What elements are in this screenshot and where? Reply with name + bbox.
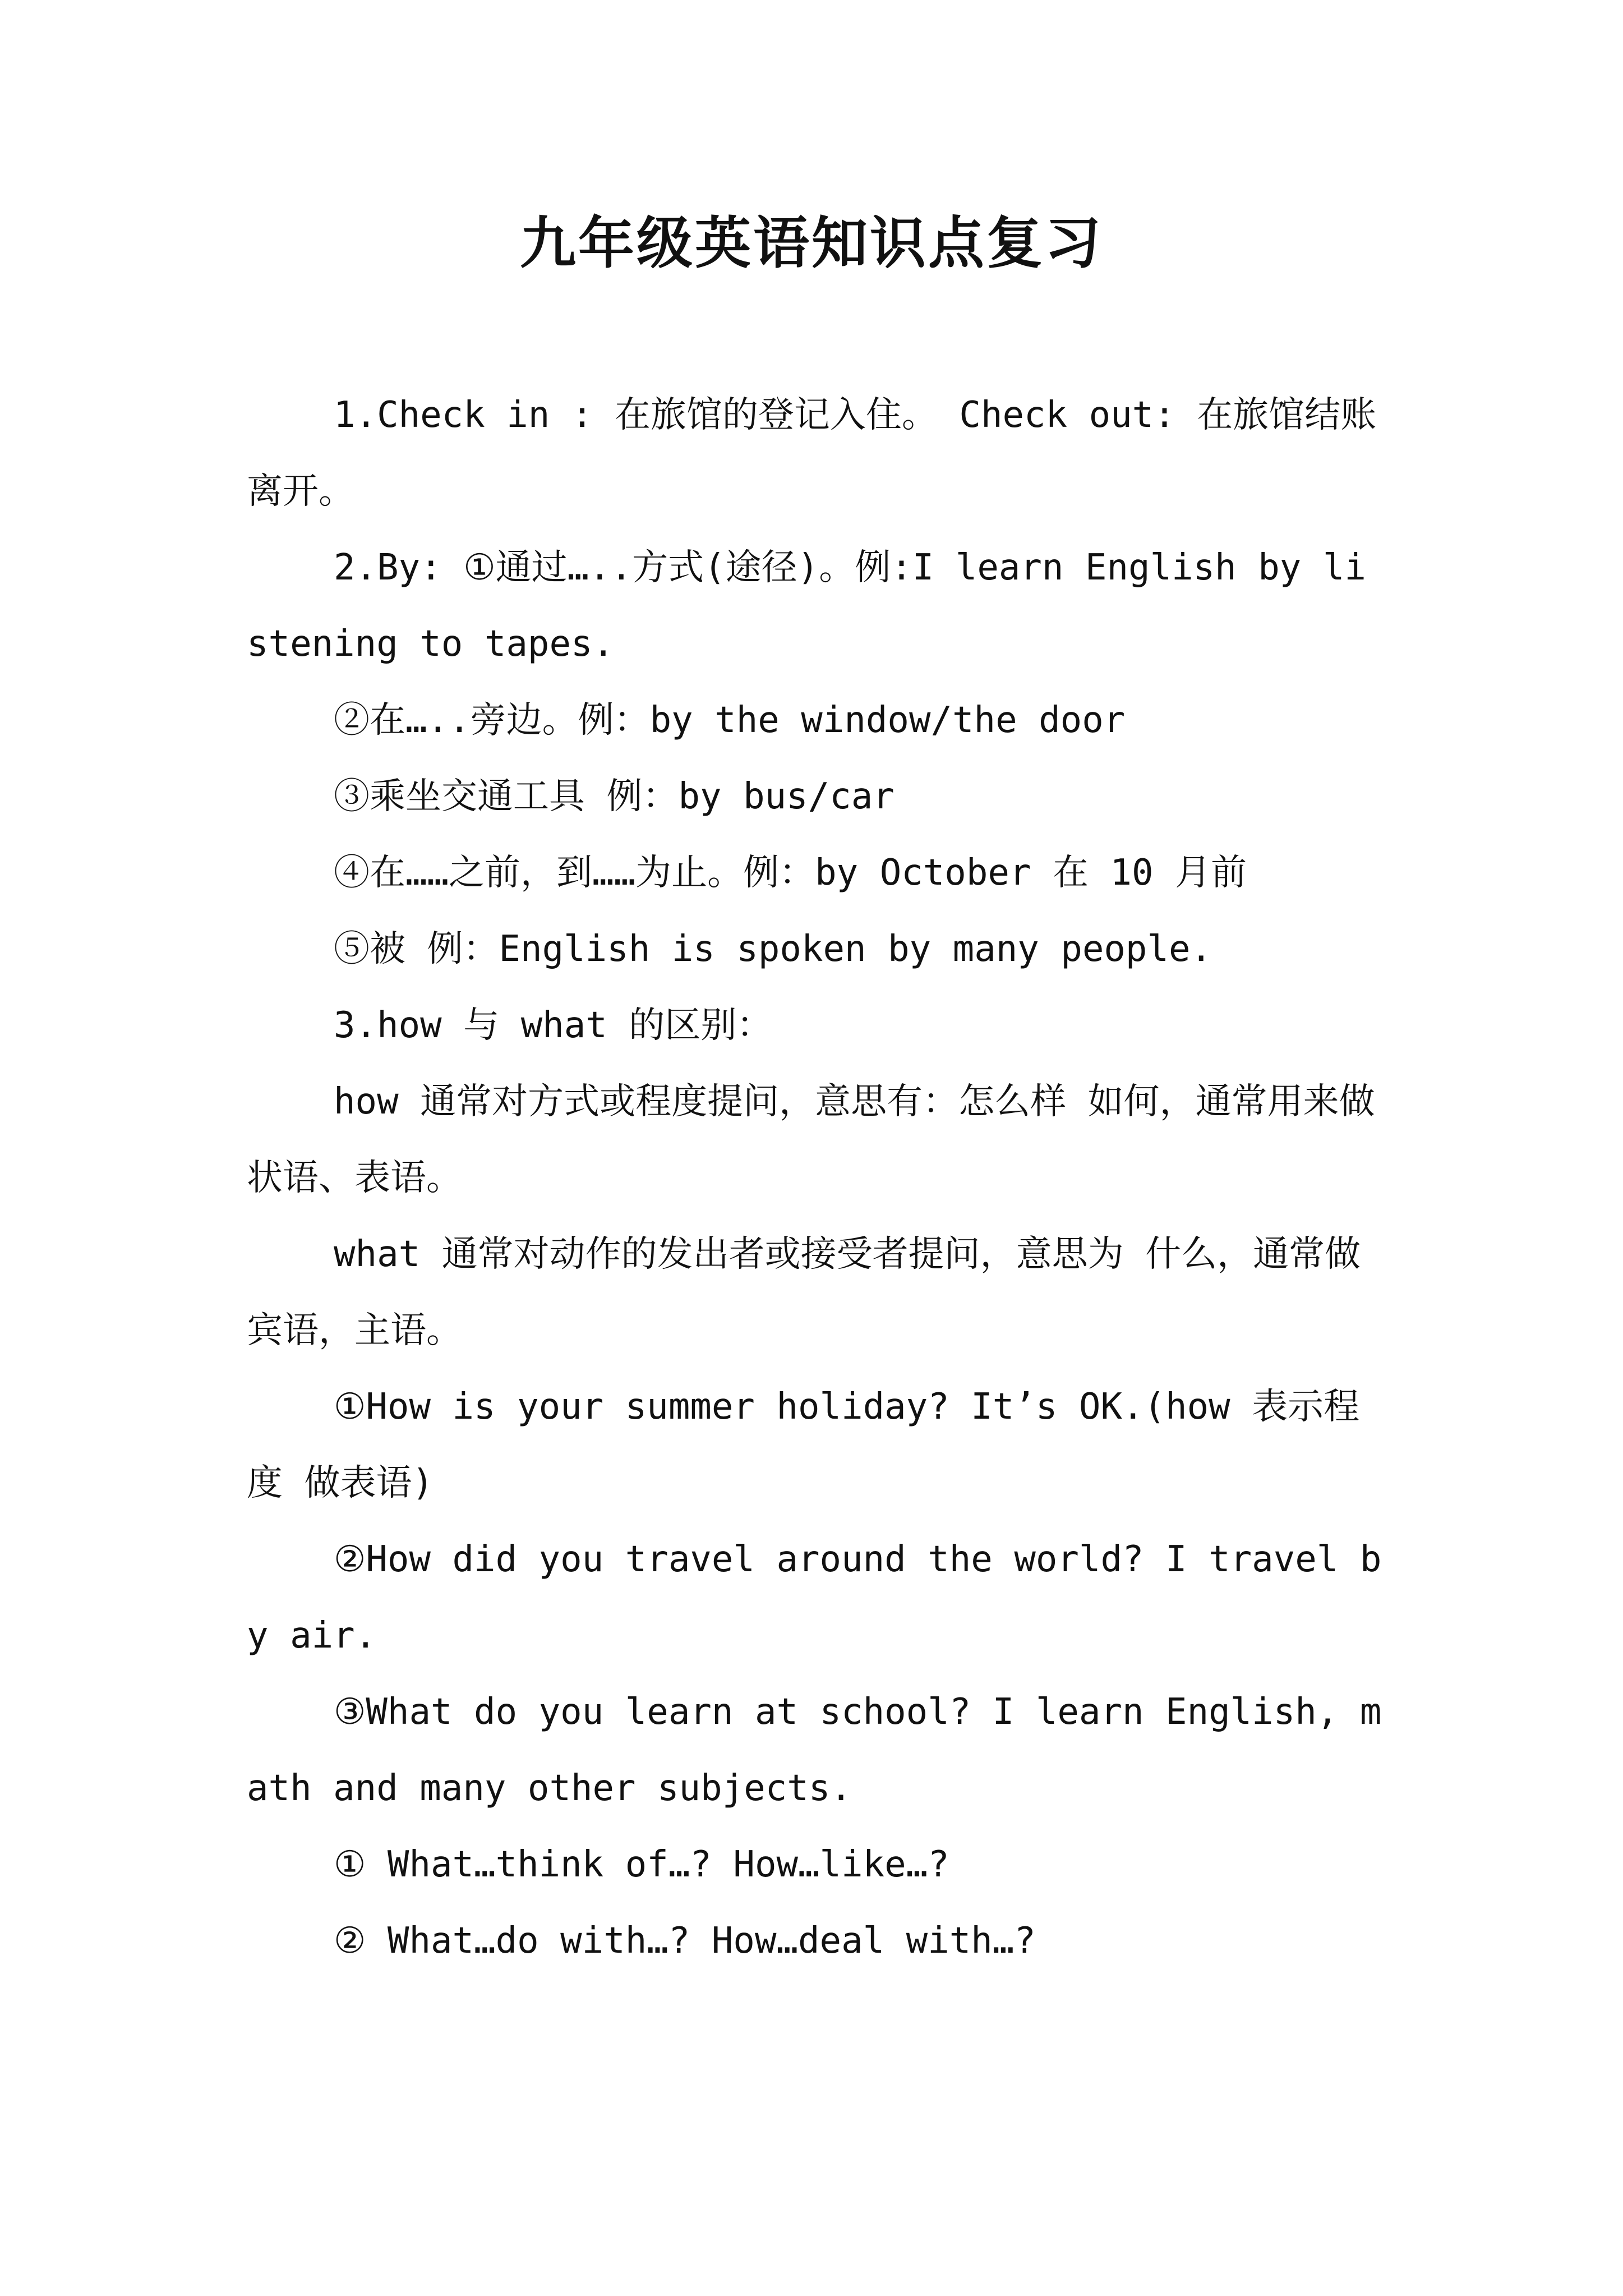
- paragraph-example-1: ①How is your summer holiday? It’s OK.(how 表示程度 做表语): [247, 1386, 1360, 1504]
- paragraph-check-in: 1.Check in : 在旅馆的登记入住。 Check out: 在旅馆结账离开。: [247, 394, 1377, 512]
- paragraph-example-3: ③What do you learn at school? I learn English, math and many other subjects.: [247, 1691, 1382, 1809]
- paragraph-pair-2: ② What…do with…? How…deal with…?: [334, 1920, 1036, 1962]
- paragraph-what-usage: what 通常对动作的发出者或接受者提问，意思为 什么，通常做宾语，主语。: [247, 1234, 1361, 1351]
- paragraph-by-transport: ③乘坐交通工具 例：by bus/car: [334, 776, 895, 817]
- document-title: 九年级英语知识点复习: [520, 210, 1103, 276]
- document-body: [247, 377, 1382, 1979]
- paragraph-by-beside: ②在…..旁边。例：by the window/the door: [334, 700, 1126, 741]
- paragraph-by-method: 2.By: ①通过…..方式(途径)。例:I learn English by listening to tapes.: [247, 547, 1366, 665]
- paragraph-by-before: ④在……之前，到……为止。例：by October 在 10 月前: [334, 852, 1247, 894]
- paragraph-example-2: ②How did you travel around the world? I travel by air.: [247, 1539, 1382, 1657]
- paragraph-by-passive: ⑤被 例：English is spoken by many people.: [334, 928, 1212, 970]
- paragraph-pair-1: ① What…think of…? How…like…?: [334, 1844, 949, 1885]
- paragraph-how-usage: how 通常对方式或程度提问，意思有：怎么样 如何，通常用来做状语、表语。: [247, 1081, 1375, 1199]
- paragraph-how-what-heading: 3.how 与 what 的区别：: [334, 1005, 773, 1046]
